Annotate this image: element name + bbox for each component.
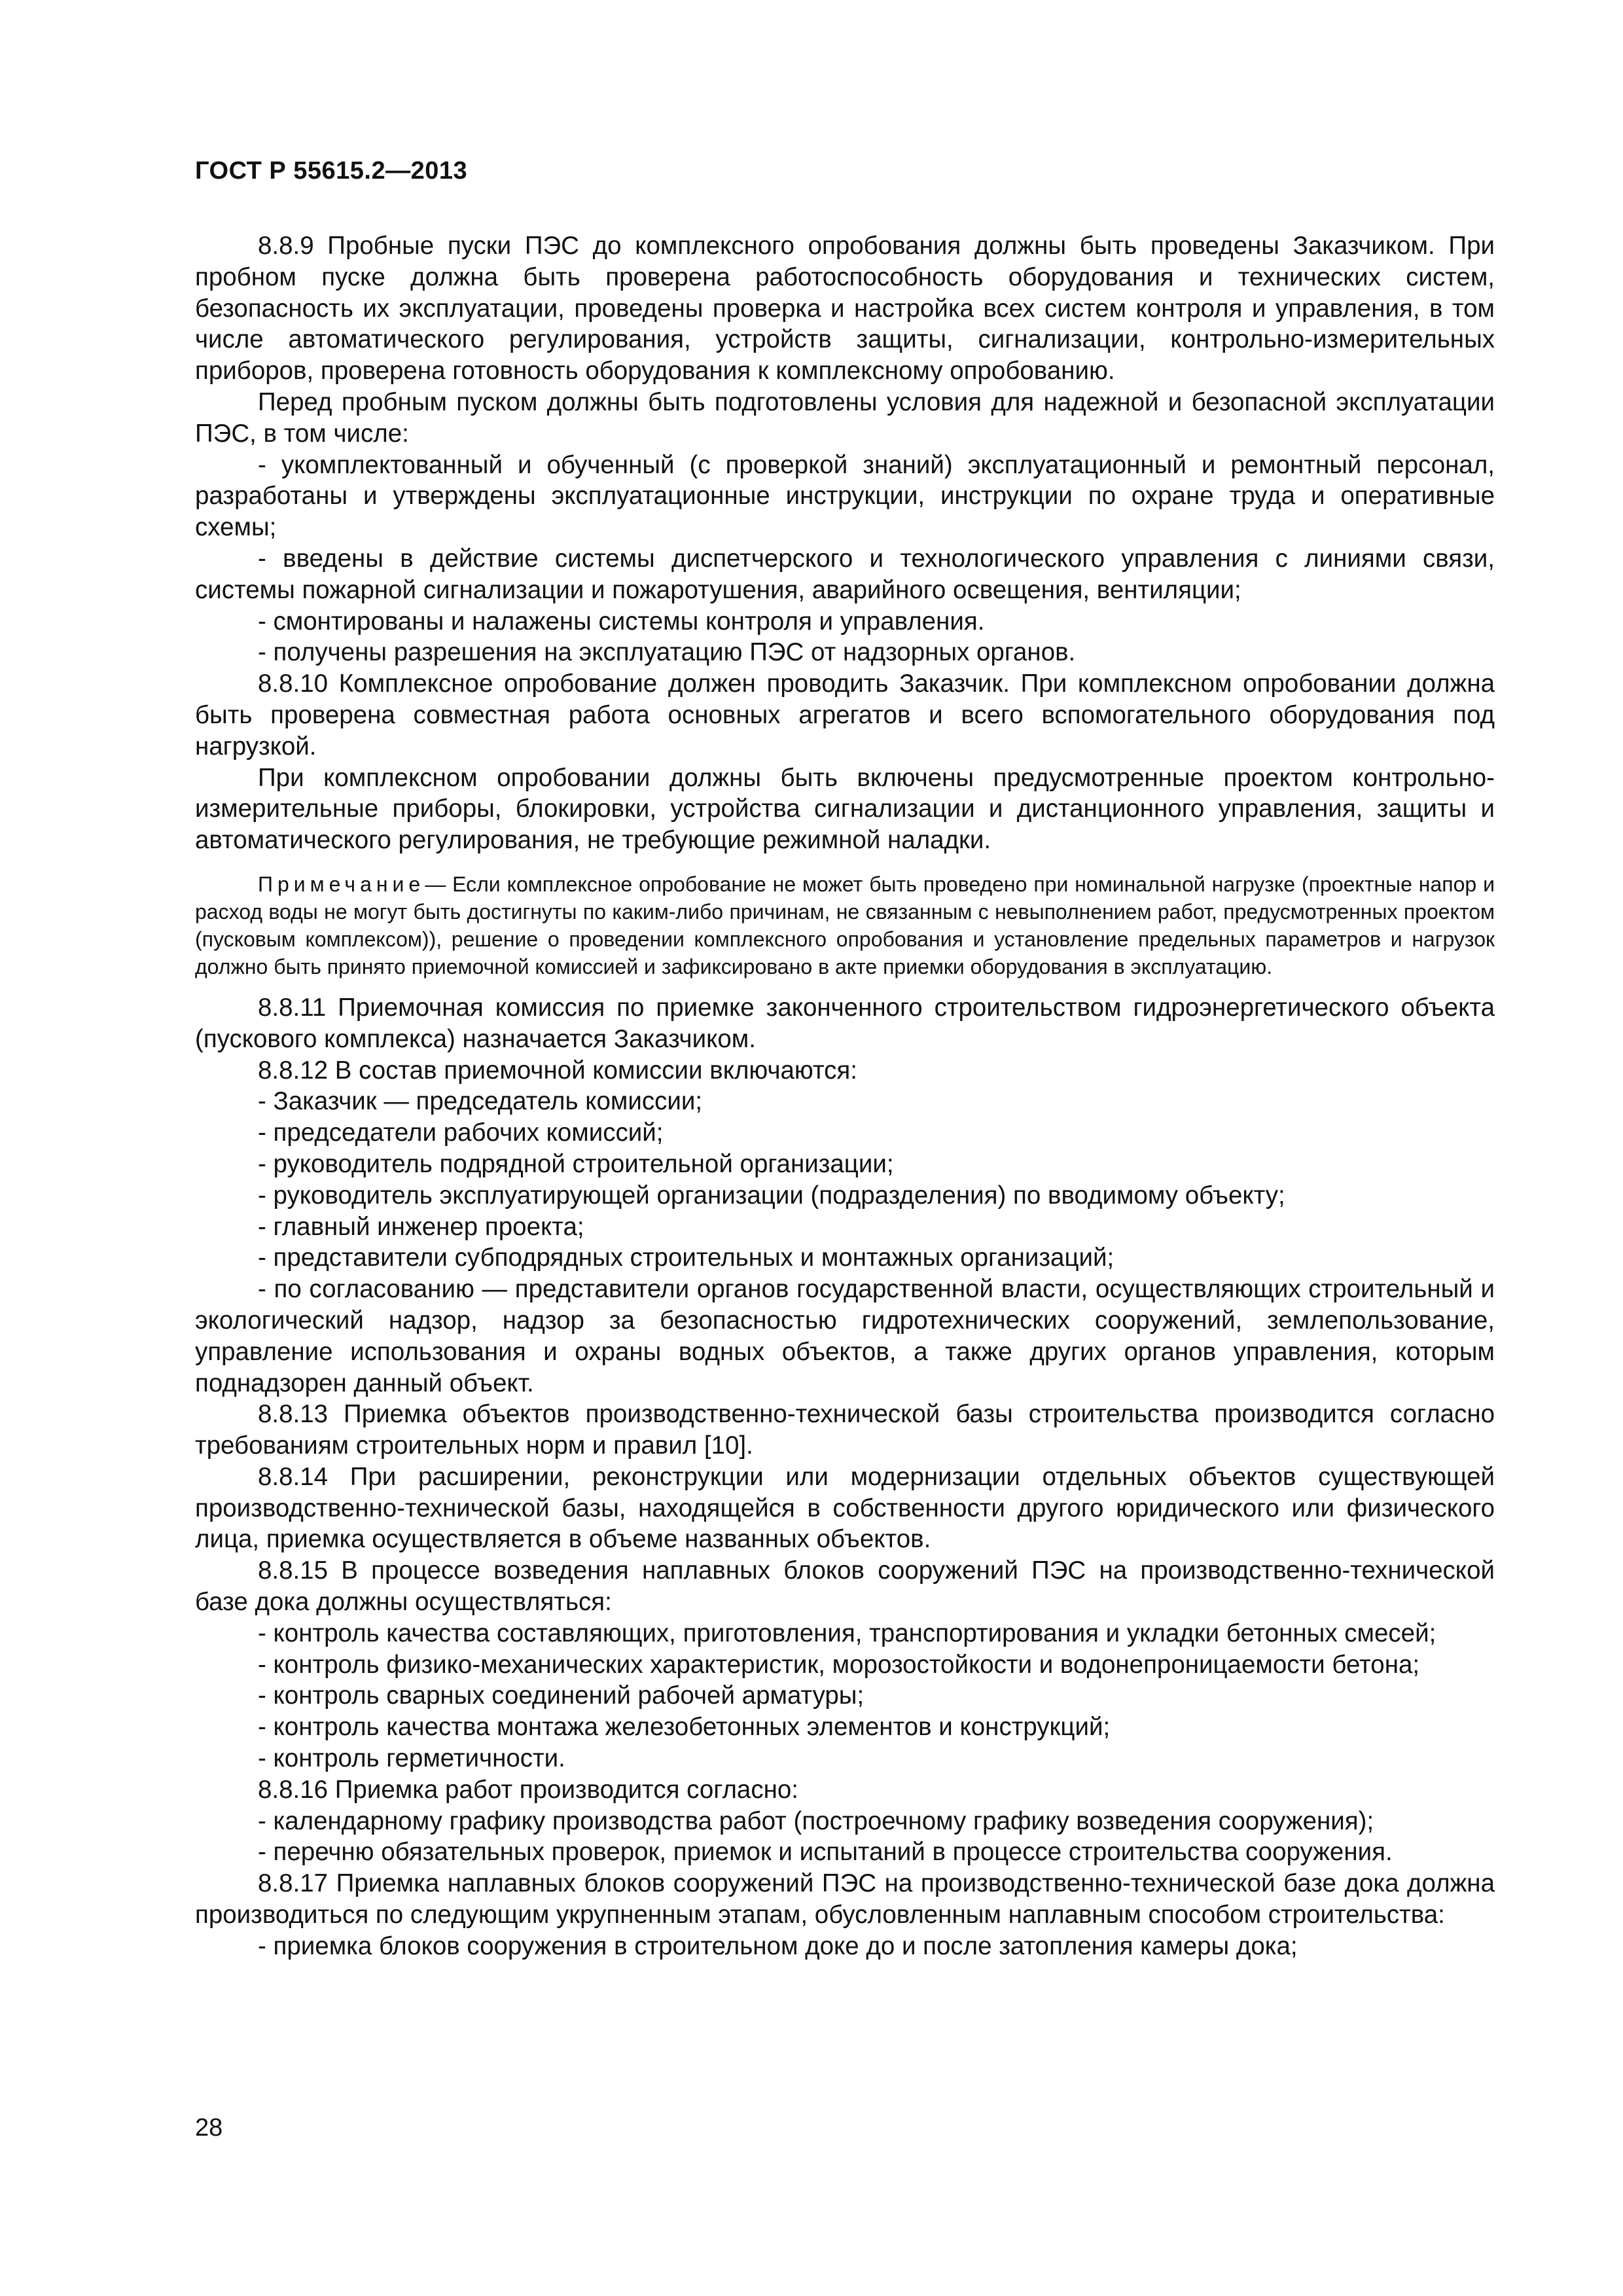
list-item: - контроль качества составляющих, приготовления, транспортирования и укладки бетонных смесей;: [258, 1619, 1436, 1647]
standard-header: ГОСТ Р 55615.2—2013: [195, 157, 468, 185]
paragraph: 8.8.12 В состав приемочной комиссии включаются:: [258, 1056, 857, 1085]
list-item: - приемка блоков сооружения в строительном доке до и после затопления камеры дока;: [258, 1931, 1298, 1960]
list-item: - контроль герметичности.: [258, 1744, 565, 1773]
paragraph: 8.8.10 Комплексное опробование должен проводить Заказчик. При комплексном опробовании должна быть проверена совместная работа основных агрегатов и всего вспомогательного оборудования под нагрузкой.: [195, 670, 1495, 761]
list-item: - смонтированы и налажены системы контроля и управления.: [258, 607, 985, 636]
list-item: - перечню обязательных проверок, приемок и испытаний в процессе строительства сооружения.: [258, 1838, 1393, 1867]
list-item: - главный инженер проекта;: [258, 1212, 584, 1241]
note-label: Примечание: [258, 872, 425, 896]
note-paragraph: [195, 870, 1495, 980]
list-item: - руководитель подрядной строительной организации;: [258, 1149, 894, 1178]
paragraph: При комплексном опробовании должны быть включены предусмотренные проектом контрольно-измерительные приборы, блокировки, устройства сигнализации и дистанционного управления, защиты и автоматического регулирования, не требующие режимной наладки.: [195, 763, 1495, 855]
list-item: - контроль качества монтажа железобетонных элементов и конструкций;: [258, 1713, 1111, 1742]
list-item: - представители субподрядных строительных и монтажных организаций;: [258, 1244, 1115, 1272]
paragraph: 8.8.16 Приемка работ производится согласно:: [258, 1775, 798, 1804]
list-item: - укомплектованный и обученный (с проверкой знаний) эксплуатационный и ремонтный персонал, разработаны и утверждены эксплуатационные инструкции, инструкции по охране труда и оперативные схемы;: [195, 450, 1495, 542]
list-item: - календарному графику производства работ (построечному графику возведения сооружения);: [258, 1806, 1374, 1835]
list-item: - введены в действие системы диспетчерского и технологического управления с линиями связи, системы пожарной сигнализации и пожаротушения, аварийного освещения, вентиляции;: [195, 544, 1495, 604]
document-body: [195, 230, 1495, 1962]
paragraph: 8.8.17 Приемка наплавных блоков сооружений ПЭС на производственно-технической базе дока должна производиться по следующим укрупненным этапам, обусловленным наплавным способом строительства:: [195, 1869, 1495, 1929]
paragraph: 8.8.13 Приемка объектов производственно-технической базы строительства производится согласно требованиям строительных норм и правил [10].: [195, 1400, 1495, 1460]
paragraph: 8.8.9 Пробные пуски ПЭС до комплексного опробования должны быть проведены Заказчиком. При пробном пуске должна быть проверена работоспособность оборудования и технических систем, безопасность их эксплуатации, проведены проверка и настройка всех систем контроля и управления, в том числе автоматического регулирования, устройств защиты, сигнализации, контрольно-измерительных приборов, проверена готовность оборудования к комплексному опробованию.: [195, 232, 1495, 386]
paragraph: 8.8.15 В процессе возведения наплавных блоков сооружений ПЭС на производственно-технической базе дока должны осуществляться:: [195, 1556, 1495, 1617]
list-item: - председатели рабочих комиссий;: [258, 1119, 664, 1147]
list-item: - Заказчик — председатель комиссии;: [258, 1087, 703, 1116]
list-item: - контроль сварных соединений рабочей арматуры;: [258, 1681, 865, 1710]
page-number: 28: [195, 2114, 223, 2142]
paragraph: 8.8.14 При расширении, реконструкции или модернизации отдельных объектов существующей производственно-технической базы, находящейся в собственности другого юридического или физического лица, приемка осуществляется в объеме названных объектов.: [195, 1462, 1495, 1554]
paragraph: 8.8.11 Приемочная комиссия по приемке законченного строительством гидроэнергетического объекта (пускового комплекса) назначается Заказчиком.: [195, 993, 1495, 1053]
list-item: - контроль физико-механических характеристик, морозостойкости и водонепроницаемости бетона;: [258, 1650, 1420, 1679]
list-item: - по согласованию — представители органов государственной власти, осуществляющих строительный и экологический надзор, надзор за безопасностью гидротехнических сооружений, землепользование, управление использования и охраны водных объектов, а также других органов управления, которым поднадзорен данный объект.: [195, 1275, 1495, 1397]
list-item: - получены разрешения на эксплуатацию ПЭС от надзорных органов.: [258, 638, 1076, 667]
paragraph: Перед пробным пуском должны быть подготовлены условия для надежной и безопасной эксплуатации ПЭС, в том числе:: [195, 387, 1495, 448]
list-item: - руководитель эксплуатирующей организации (подразделения) по вводимому объекту;: [258, 1181, 1285, 1210]
note-text: — Если комплексное опробование не может быть проведено при номинальной нагрузке (проектные напор и расход воды не могут быть достигнуты по каким-либо причинам, не связанным с невыполнением работ, предусмотренных проектом (пусковым комплексом)), решение о проведении комплексного опробования и установление предельных параметров и нагрузок должно быть принято приемочной комиссией и зафиксировано в акте приемки оборудования в эксплуатацию.: [195, 872, 1495, 978]
